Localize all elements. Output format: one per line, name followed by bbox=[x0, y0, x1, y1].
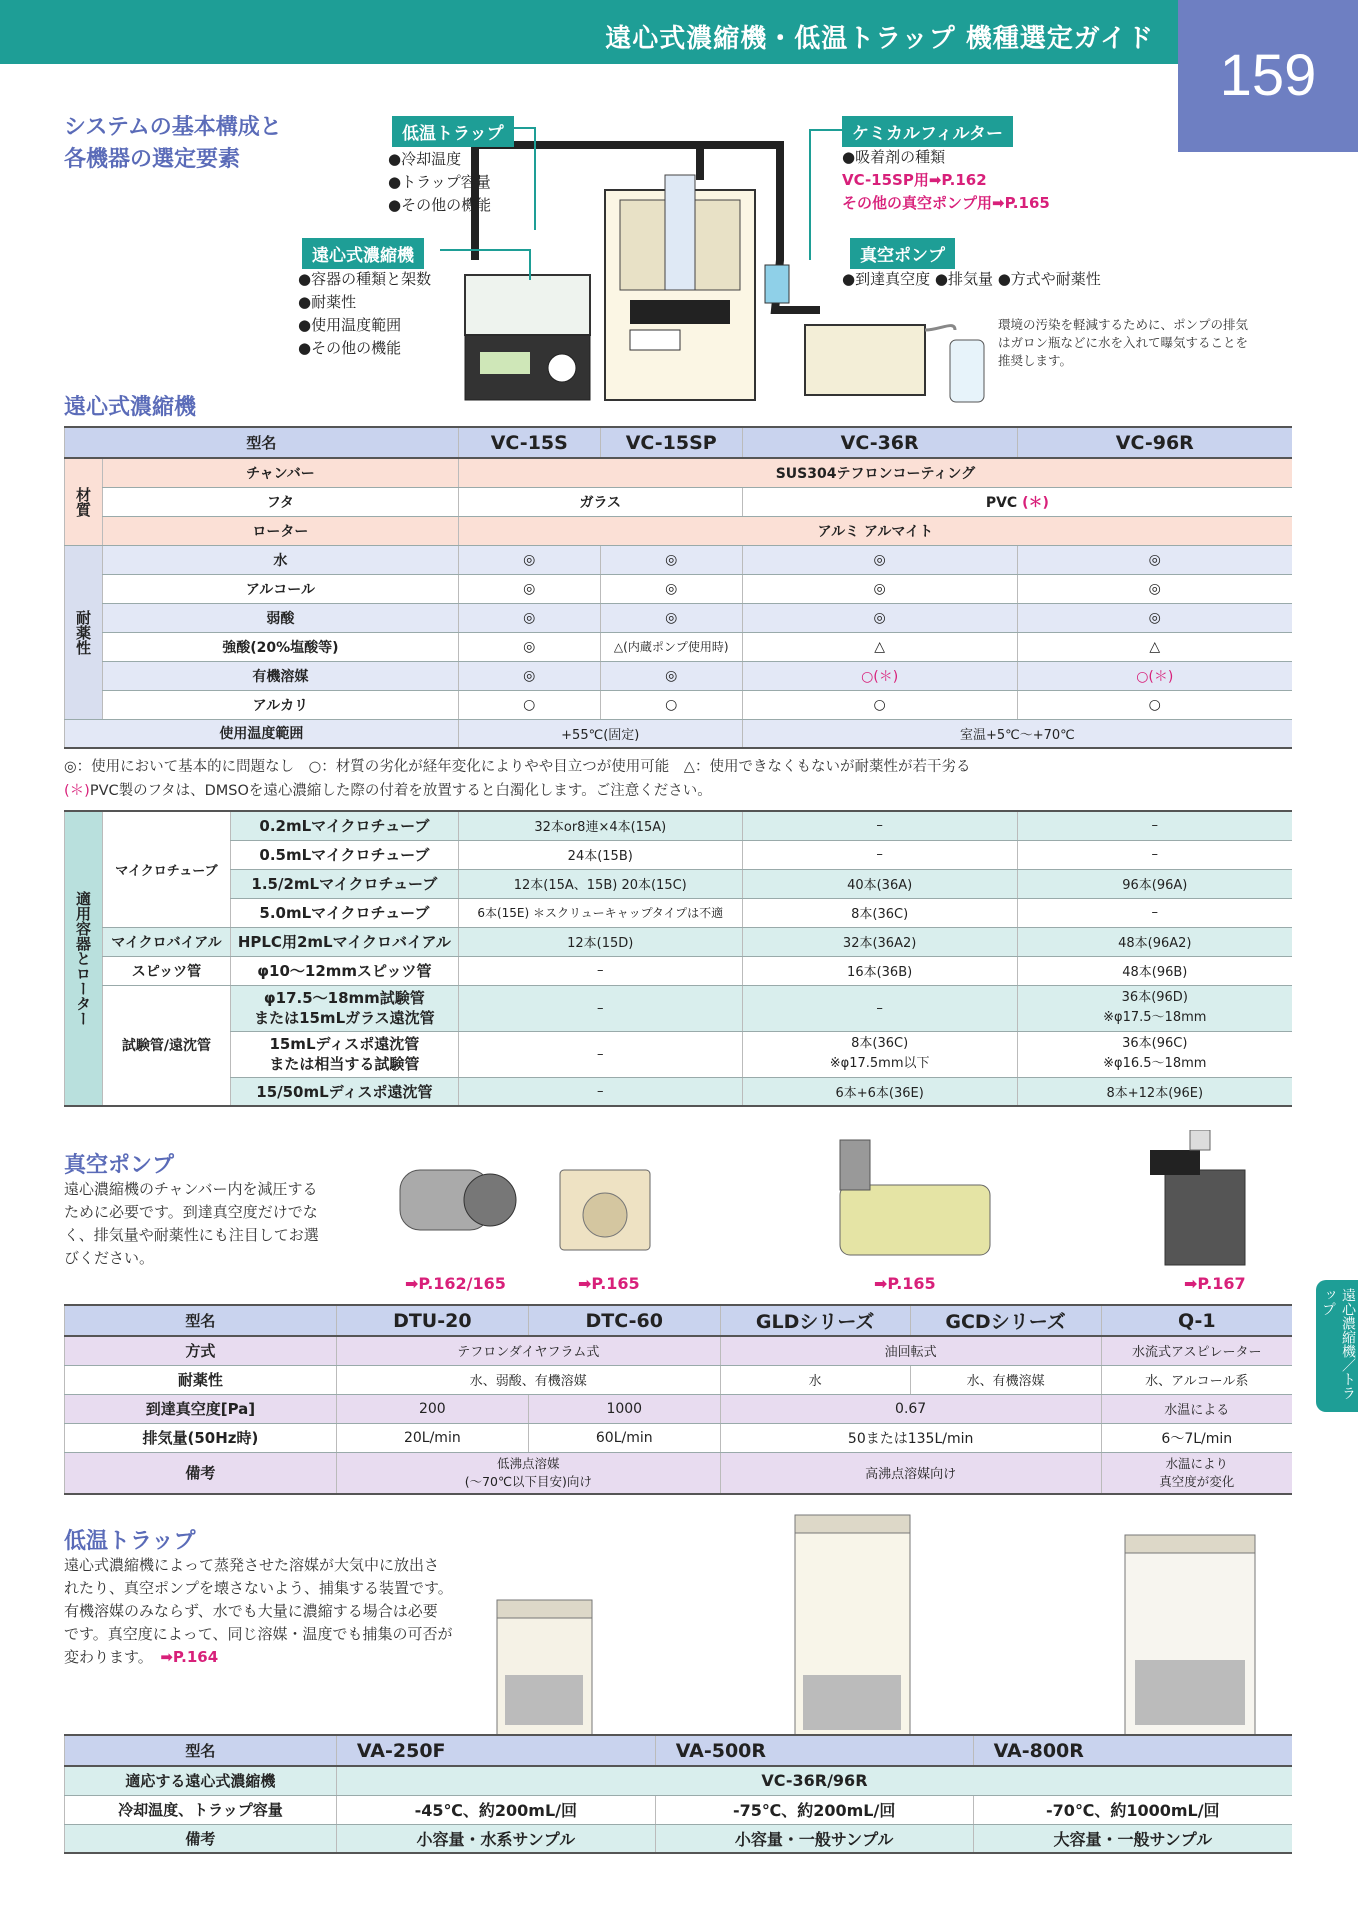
pump-method-diaphragm: テフロンダイヤフラム式 bbox=[336, 1336, 720, 1365]
concentrator-section-title: 遠心式濃縮機 bbox=[64, 395, 197, 420]
pump-label: 真空ポンプ bbox=[850, 238, 955, 269]
container-cell-vc96: 48本(96B) bbox=[1017, 956, 1292, 985]
pump-flow-dtc60: 60L/min bbox=[528, 1423, 720, 1452]
trap-product-images bbox=[490, 1510, 1270, 1750]
container-cell-vc36: – bbox=[742, 985, 1017, 1031]
filter-features bbox=[842, 146, 1050, 215]
microtube-group: マイクロチューブ bbox=[102, 811, 230, 927]
trap-header-va500r: VA-500R bbox=[655, 1735, 973, 1766]
pump-chem-gld: 水 bbox=[720, 1365, 910, 1394]
concentrator-display bbox=[480, 352, 530, 374]
container-cell-vc36: – bbox=[742, 840, 1017, 869]
system-title-line2: 各機器の選定要素 bbox=[64, 147, 241, 172]
container-cell-vc15: 6本(15E) ＊スクリューキャップタイプは不適 bbox=[458, 898, 742, 927]
container-cell-vc36 bbox=[742, 1031, 1017, 1077]
concentrator-spec-table bbox=[64, 426, 1292, 749]
pump-vacuum-label: 到達真空度[Pa] bbox=[65, 1394, 337, 1423]
container-row-label: 0.5mLマイクロチューブ bbox=[230, 840, 458, 869]
temp-vc15: +55℃(固定) bbox=[458, 719, 742, 748]
chem-cell: ◎ bbox=[600, 603, 742, 632]
desc-line: 遠心式濃縮機によって蒸発させた溶媒が大気中に放出さ bbox=[64, 1556, 440, 1574]
chem-cell: ◎ bbox=[1017, 545, 1292, 574]
chem-cell: ◎ bbox=[458, 661, 600, 690]
container-cell-vc36: 40本(36A) bbox=[742, 869, 1017, 898]
pump-chem-q1: 水、アルコール系 bbox=[1101, 1365, 1292, 1394]
desc-line: 有機溶媒のみならず、水でも大量に濃縮する場合は必要 bbox=[64, 1602, 438, 1620]
container-row-label: 0.2mLマイクロチューブ bbox=[230, 811, 458, 840]
container-cell-vc36: 32本(36A2) bbox=[742, 927, 1017, 956]
pump-description bbox=[64, 1178, 319, 1270]
header-vc36r: VC-36R bbox=[742, 427, 1017, 458]
temp-vc36-96: 室温+5℃〜+70℃ bbox=[742, 719, 1292, 748]
trap-section-title: 低温トラップ bbox=[64, 1529, 196, 1554]
container-row-label: 15/50mLディスポ遠沈管 bbox=[230, 1077, 458, 1106]
chamber-value: SUS304テフロンコーティング bbox=[458, 458, 1292, 487]
chem-cell: ◎ bbox=[600, 661, 742, 690]
cold-trap-feature: ●トラップ容量 bbox=[388, 173, 491, 191]
pump-link-dtu20[interactable]: ➡P.162/165 bbox=[405, 1274, 506, 1293]
header-vc15sp: VC-15SP bbox=[600, 427, 742, 458]
rotor-label: ローター bbox=[102, 516, 458, 545]
lid-pvc: PVC bbox=[985, 494, 1018, 511]
tube-group: 試験管/遠沈管 bbox=[102, 985, 230, 1106]
desc-line: れたり、真空ポンプを壊さないよう、捕集する装置です。 bbox=[64, 1579, 453, 1597]
trap-cool-label: 冷却温度、トラップ容量 bbox=[65, 1795, 337, 1824]
pump-features: ●到達真空度 ●排気量 ●方式や耐薬性 bbox=[842, 270, 1101, 288]
cell-line: ※φ17.5mm以下 bbox=[829, 1056, 930, 1071]
pump-header-model: 型名 bbox=[65, 1305, 337, 1336]
vial-group: マイクロバイアル bbox=[102, 927, 230, 956]
chem-cell: ◎ bbox=[600, 574, 742, 603]
chem-row-label: 弱酸 bbox=[102, 603, 458, 632]
cell-line: (〜70℃以下目安)向け bbox=[464, 1473, 592, 1489]
legend-pvc-mark: (＊) bbox=[64, 783, 90, 799]
pump-chem-gcd: 水、有機溶媒 bbox=[910, 1365, 1101, 1394]
container-cell-vc15: 32本or8連×4本(15A) bbox=[458, 811, 742, 840]
chem-cell: ○ bbox=[600, 690, 742, 719]
spitz-group: スピッツ管 bbox=[102, 956, 230, 985]
cell-line: 真空度が変化 bbox=[1159, 1473, 1235, 1489]
pump-flow-label: 排気量(50Hz時) bbox=[65, 1423, 337, 1452]
chem-cell: ◎ bbox=[458, 545, 600, 574]
pump-section-title: 真空ポンプ bbox=[64, 1153, 175, 1178]
page-title: 遠心式濃縮機・低温トラップ 機種選定ガイド bbox=[605, 24, 1154, 54]
exhaust-note-line: 環境の汚染を軽減するために、ポンプの排気 bbox=[998, 317, 1249, 332]
pump-spec-table bbox=[64, 1304, 1292, 1495]
chamber-label: チャンバー bbox=[102, 458, 458, 487]
pump-header-gcd: GCDシリーズ bbox=[910, 1305, 1101, 1336]
label-line: 15mLディスポ遠沈管 bbox=[269, 1035, 420, 1053]
q1-image bbox=[1150, 1130, 1245, 1265]
trap-spec-table bbox=[64, 1734, 1292, 1854]
header-vc96r: VC-96R bbox=[1017, 427, 1292, 458]
trap-note-va500r: 小容量・一般サンプル bbox=[655, 1824, 973, 1853]
pump-vacuum-dtu20: 200 bbox=[336, 1394, 528, 1423]
chem-row-label: 強酸(20%塩酸等) bbox=[102, 632, 458, 661]
page-number: 159 bbox=[1219, 43, 1317, 108]
cold-trap-feature: ●その他の機能 bbox=[388, 196, 492, 214]
chem-cell: ◎ bbox=[458, 632, 600, 661]
trap-note-va250f: 小容量・水系サンプル bbox=[336, 1824, 655, 1853]
header-model: 型名 bbox=[65, 427, 459, 458]
container-cell-vc96 bbox=[1017, 985, 1292, 1031]
chem-row-label: アルカリ bbox=[102, 690, 458, 719]
system-title-line1: システムの基本構成と bbox=[64, 115, 282, 140]
container-row-label: 5.0mLマイクロチューブ bbox=[230, 898, 458, 927]
container-row-label bbox=[230, 1031, 458, 1077]
trap-header-model: 型名 bbox=[65, 1735, 337, 1766]
concentrator-feature: ●その他の機能 bbox=[298, 339, 402, 357]
rotor-value: アルミ アルマイト bbox=[458, 516, 1292, 545]
container-cell-vc15: 24本(15B) bbox=[458, 840, 742, 869]
chem-cell: ◎ bbox=[742, 545, 1017, 574]
cold-trap-label: 低温トラップ bbox=[392, 116, 514, 147]
trap-cool-va500r: -75℃、約200mL/回 bbox=[655, 1795, 973, 1824]
pump-header-dtu20: DTU-20 bbox=[336, 1305, 528, 1336]
cold-trap-features bbox=[388, 148, 491, 217]
filter-link-other[interactable]: その他の真空ポンプ用➡P.165 bbox=[842, 194, 1050, 212]
label-line: φ17.5〜18mm試験管 bbox=[263, 989, 425, 1007]
pump-note-label: 備考 bbox=[65, 1452, 337, 1494]
concentrator-lid bbox=[465, 275, 590, 335]
gld-image bbox=[840, 1140, 990, 1255]
exhaust-note bbox=[998, 316, 1248, 370]
desc-line: 遠心濃縮機のチャンバー内を減圧する bbox=[64, 1180, 318, 1198]
container-cell-vc15: – bbox=[458, 956, 742, 985]
label-line: または15mLガラス遠沈管 bbox=[254, 1009, 435, 1027]
cell-line: 8本(36C) bbox=[851, 1036, 909, 1051]
concentrator-features bbox=[298, 268, 431, 360]
chem-cell: ○ bbox=[458, 690, 600, 719]
pump-chem-dt: 水、弱酸、有機溶媒 bbox=[336, 1365, 720, 1394]
pump-vacuum-q1: 水温による bbox=[1101, 1394, 1292, 1423]
container-cell-vc36: 6本+6本(36E) bbox=[742, 1077, 1017, 1106]
container-table bbox=[64, 810, 1292, 1107]
trap-cool-va250f: -45℃、約200mL/回 bbox=[336, 1795, 655, 1824]
container-row-label bbox=[230, 985, 458, 1031]
pump-flow-oil: 50または135L/min bbox=[720, 1423, 1101, 1452]
trap-header-va250f: VA-250F bbox=[336, 1735, 655, 1766]
container-cell-vc36: 16本(36B) bbox=[742, 956, 1017, 985]
chem-cell: ◎ bbox=[458, 603, 600, 632]
chem-cell: △ bbox=[742, 632, 1017, 661]
pump-flow-dtu20: 20L/min bbox=[336, 1423, 528, 1452]
container-cell-vc96 bbox=[1017, 1031, 1292, 1077]
pump-method-label: 方式 bbox=[65, 1336, 337, 1365]
pump-product-images bbox=[390, 1130, 1290, 1270]
vacuum-pump bbox=[805, 325, 925, 395]
container-row-label: φ10〜12mmスピッツ管 bbox=[230, 956, 458, 985]
pump-header-q1: Q-1 bbox=[1101, 1305, 1292, 1336]
temp-label: 使用温度範囲 bbox=[65, 719, 459, 748]
container-row-label: 1.5/2mLマイクロチューブ bbox=[230, 869, 458, 898]
container-cell-vc15: – bbox=[458, 985, 742, 1031]
pump-header-dtc60: DTC-60 bbox=[528, 1305, 720, 1336]
cell-line: 36本(96C) bbox=[1122, 1036, 1188, 1051]
chemical-group: 耐薬性 bbox=[65, 545, 103, 719]
container-cell-vc96: – bbox=[1017, 840, 1292, 869]
container-cell-vc15: – bbox=[458, 1031, 742, 1077]
dtu20-image bbox=[400, 1170, 516, 1230]
trap-compat-label: 適応する遠心式濃縮機 bbox=[65, 1766, 337, 1795]
chem-cell: ○ bbox=[1017, 690, 1292, 719]
cell-line: 低沸点溶媒 bbox=[497, 1455, 560, 1471]
chem-cell: ◎ bbox=[742, 574, 1017, 603]
lid-glass: ガラス bbox=[458, 487, 742, 516]
exhaust-note-line: はガロン瓶などに水を入れて曝気することを bbox=[998, 335, 1249, 350]
chem-cell: ◎ bbox=[1017, 574, 1292, 603]
trap-note-label: 備考 bbox=[65, 1824, 337, 1853]
pump-note-oil: 高沸点溶媒向け bbox=[720, 1452, 1101, 1494]
container-cell-vc96: 96本(96A) bbox=[1017, 869, 1292, 898]
chem-cell: ◎ bbox=[1017, 603, 1292, 632]
label-line: または相当する試験管 bbox=[269, 1055, 420, 1073]
lid-pvc-cell bbox=[742, 487, 1292, 516]
cold-trap-vent bbox=[630, 300, 730, 324]
chem-cell: ◎ bbox=[458, 574, 600, 603]
legend bbox=[64, 755, 970, 803]
desc-line: く、排気量や耐薬性にも注目してお選 bbox=[64, 1226, 319, 1244]
side-tab-index[interactable]: 遠心濃縮機／トラップ bbox=[1316, 1280, 1358, 1412]
exhaust-note-line: 推奨します。 bbox=[998, 353, 1073, 368]
chem-cell: ○(＊) bbox=[1017, 661, 1292, 690]
gauge-icon bbox=[548, 354, 576, 382]
filter-link-vc15sp[interactable]: VC-15SP用➡P.162 bbox=[842, 171, 987, 189]
dtc60-image bbox=[560, 1170, 650, 1250]
desc-line: です。真空度によって、同じ溶媒・温度でも捕集の可否が bbox=[64, 1625, 453, 1643]
legend-pvc-note bbox=[64, 779, 970, 803]
material-group: 材質 bbox=[65, 458, 103, 545]
header-vc15s: VC-15S bbox=[458, 427, 600, 458]
pump-vacuum-dtc60: 1000 bbox=[528, 1394, 720, 1423]
cell-line: 36本(96D) bbox=[1121, 990, 1188, 1005]
pump-chem-label: 耐薬性 bbox=[65, 1365, 337, 1394]
chem-cell: △(内蔵ポンプ使用時) bbox=[600, 632, 742, 661]
trap-link[interactable]: ➡P.164 bbox=[160, 1648, 219, 1666]
pump-method-water: 水流式アスピレーター bbox=[1101, 1336, 1292, 1365]
container-cell-vc15: – bbox=[458, 1077, 742, 1106]
chem-cell: ◎ bbox=[600, 545, 742, 574]
concentrator-feature: ●使用温度範囲 bbox=[298, 316, 402, 334]
cell-line: ※φ16.5〜18mm bbox=[1103, 1056, 1207, 1071]
concentrator-feature: ●容器の種類と架数 bbox=[298, 270, 432, 288]
container-cell-vc15: 12本(15A、15B) 20本(15C) bbox=[458, 869, 742, 898]
concentrator-feature: ●耐薬性 bbox=[298, 293, 357, 311]
container-cell-vc96: 48本(96A2) bbox=[1017, 927, 1292, 956]
pump-vacuum-oil: 0.67 bbox=[720, 1394, 1101, 1423]
legend-symbols: ◎：使用において基本的に問題なし ○：材質の劣化が経年変化によりやや目立つが使用可能 △：使用できなくもないが耐薬性が若干劣る bbox=[64, 759, 971, 775]
container-cell-vc15: 12本(15D) bbox=[458, 927, 742, 956]
container-group: 適用容器とローター bbox=[65, 811, 103, 1106]
trap-compat-value: VC-36R/96R bbox=[336, 1766, 1292, 1795]
cell-line: 水温により bbox=[1165, 1455, 1229, 1471]
filter-feature: ●吸着剤の種類 bbox=[842, 148, 946, 166]
desc-line-last bbox=[64, 1646, 453, 1669]
container-cell-vc36: – bbox=[742, 811, 1017, 840]
cold-trap-display bbox=[630, 330, 680, 350]
cell-line: ※φ17.5〜18mm bbox=[1103, 1010, 1207, 1025]
chem-cell: ○ bbox=[742, 690, 1017, 719]
trap-description bbox=[64, 1554, 453, 1669]
va250f-image bbox=[497, 1600, 592, 1735]
header-bar bbox=[0, 0, 1178, 64]
chem-row-label: 有機溶媒 bbox=[102, 661, 458, 690]
trap-header-va800r: VA-800R bbox=[973, 1735, 1292, 1766]
chem-cell: △ bbox=[1017, 632, 1292, 661]
concentrator-label: 遠心式濃縮機 bbox=[302, 238, 424, 269]
lid-label: フタ bbox=[102, 487, 458, 516]
chem-cell: ◎ bbox=[742, 603, 1017, 632]
chem-row-label: アルコール bbox=[102, 574, 458, 603]
pump-link-dtc60[interactable]: ➡P.165 bbox=[578, 1274, 640, 1293]
trap-cool-va800r: -70℃、約1000mL/回 bbox=[973, 1795, 1292, 1824]
cold-trap-feature: ●冷却温度 bbox=[388, 150, 462, 168]
pump-flow-q1: 6〜7L/min bbox=[1101, 1423, 1292, 1452]
page-number-box bbox=[1178, 0, 1358, 152]
chem-row-label: 水 bbox=[102, 545, 458, 574]
desc-line: 変わります。 bbox=[64, 1648, 146, 1666]
container-cell-vc36: 8本(36C) bbox=[742, 898, 1017, 927]
pump-note-q1 bbox=[1101, 1452, 1292, 1494]
container-row-label: HPLC用2mLマイクロバイアル bbox=[230, 927, 458, 956]
desc-line: ために必要です。到達真空度だけでな bbox=[64, 1203, 318, 1221]
va800r-image bbox=[1125, 1535, 1255, 1735]
gallon-bottle bbox=[950, 340, 984, 402]
container-cell-vc96: 8本+12本(96E) bbox=[1017, 1077, 1292, 1106]
pump-header-gld: GLDシリーズ bbox=[720, 1305, 910, 1336]
legend-pvc-text: PVC製のフタは、DMSOを遠心濃縮した際の付着を放置すると白濁化します。ご注意ください。 bbox=[89, 783, 712, 799]
va500r-image bbox=[795, 1515, 910, 1745]
lid-pvc-mark: (＊) bbox=[1022, 494, 1049, 511]
container-cell-vc96: – bbox=[1017, 811, 1292, 840]
system-title bbox=[64, 112, 282, 176]
container-cell-vc96: – bbox=[1017, 898, 1292, 927]
filter-label: ケミカルフィルター bbox=[842, 116, 1013, 147]
pump-method-oil: 油回転式 bbox=[720, 1336, 1101, 1365]
pump-link-q1[interactable]: ➡P.167 bbox=[1184, 1274, 1246, 1293]
chem-cell: ○(＊) bbox=[742, 661, 1017, 690]
pump-note-dt bbox=[336, 1452, 720, 1494]
trap-note-va800r: 大容量・一般サンプル bbox=[973, 1824, 1292, 1853]
desc-line: びください。 bbox=[64, 1249, 155, 1267]
pump-link-gld[interactable]: ➡P.165 bbox=[874, 1274, 936, 1293]
